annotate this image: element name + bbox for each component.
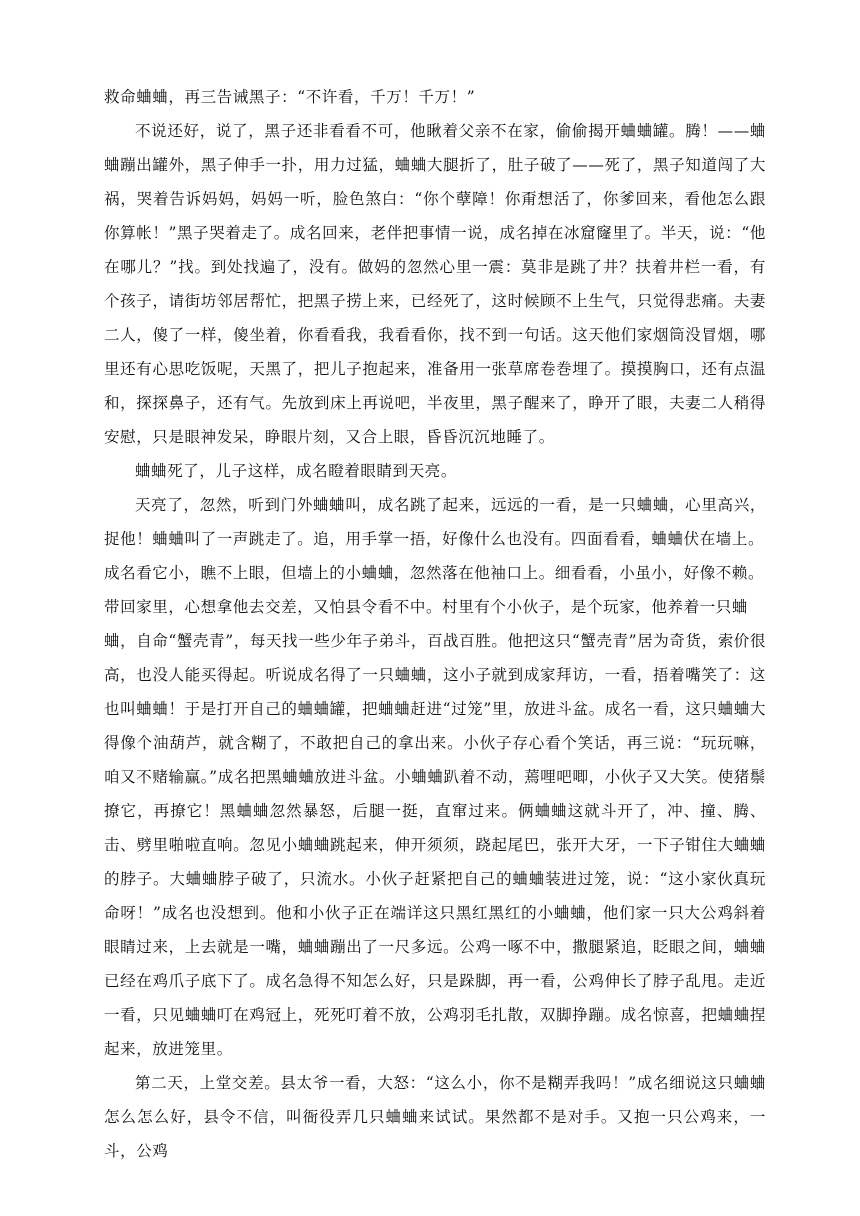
article-body [104, 80, 766, 1168]
paragraph-8: 第二天，上堂交差。县太爷一看，大怒：“这么小，你不是糊弄我吗！”成名细说这只蛐蛐怎么怎么好，县令不信，叫衙役弄几只蛐蛐来试试。果然都不是对手。又抱一只公鸡来，一斗，公鸡 [104, 1074, 766, 1160]
paragraph-3: 蛐蛐死了，儿子这样，成名瞪着眼睛到天亮。 [135, 462, 458, 480]
paragraph-7: 蛐，自命“蟹壳青”，每天找一些少年子弟斗，百战百胜。他把这只“蟹壳青”居为奇货，索价很高，也没人能买得起。听说成名得了一只蛐蛐，这小子就到成家拜访，一看，捂着嘴笑了：这也叫蛐蛐！于是打开自己的蛐蛐罐，把蛐蛐赶进“过笼”里，放进斗盆。成名一看，这只蛐蛐大得像个油葫芦，就含糊了，不敢把自己的拿出来。小伙子存心看个笑话，再三说：“玩玩嘛，咱又不赌输赢。”成名把黑蛐蛐放进斗盆。小蛐蛐趴着不动，蔫哩吧唧，小伙子又大笑。使猪鬃撩它，再撩它！黑蛐蛐忽然暴怒，后腿一挺，直窜过来。俩蛐蛐这就斗开了，冲、撞、腾、击、劈里啪啦直响。忽见小蛐蛐跳起来，伸开须须，跷起尾巴，张开大牙，一下子钳住大蛐蛐的脖子。大蛐蛐脖子破了，只流水。小伙子赶紧把自己的蛐蛐装进过笼，说：“这小家伙真玩命呀！”成名也没想到。他和小伙子正在端详这只黑红黑红的小蛐蛐，他们家一只大公鸡斜着眼睛过来，上去就是一嘴，蛐蛐蹦出了一尺多远。公鸡一啄不中，撒腿紧追，眨眼之间，蛐蛐已经在鸡爪子底下了。成名急得不知怎么好，只是跺脚，再一看，公鸡伸长了脖子乱甩。走近一看，只见蛐蛐叮在鸡冠上，死死叮着不放，公鸡羽毛扎散，双脚挣蹦。成名惊喜，把蛐蛐捏起来，放进笼里。 [104, 632, 766, 1058]
paragraph-2: 不说还好，说了，黑子还非看看不可，他瞅着父亲不在家，偷偷揭开蛐蛐罐。腾！——蛐蛐蹦出罐外，黑子伸手一扑，用力过猛，蛐蛐大腿折了，肚子破了——死了，黑子知道闯了大祸，哭着告诉妈妈，妈妈一听，脸色煞白：“你个孽障！你甭想活了，你爹回来，看他怎么跟你算帐！”黑子哭着走了。成名回来，老伴把事情一说，成名掉在冰窟窿里了。半天，说：“他在哪儿？”找。到处找遍了，没有。做妈的忽然心里一震：莫非是跳了井？扶着井栏一看，有个孩子，请街坊邻居帮忙，把黑子捞上来，已经死了，这时候顾不上生气，只觉得悲痛。夫妻二人，傻了一样，傻坐着，你看看我，我看看你，找不到一句话。这天他们家烟筒没冒烟，哪里还有心思吃饭呢，天黑了，把儿子抱起来，准备用一张草席卷巻埋了。摸摸胸口，还有点温和，探探鼻子，还有气。先放到床上再说吧，半夜里，黑子醒来了，睁开了眼，夫妻二人稍得安慰，只是眼神发呆，睁眼片刻，又合上眼，昏昏沉沉地睡了。 [104, 122, 766, 446]
paragraph-1: 救命蛐蛐，再三告诫黑子：“不许看，千万！千万！” [104, 88, 476, 106]
paragraph-5: 成名看它小，瞧不上眼，但墙上的小蛐蛐，忽然落在他袖口上。细看看，小虽小，好像不赖。 [104, 564, 765, 582]
paragraph-6: 带回家里，心想拿他去交差，又怕县令看不中。村里有个小伙子，是个玩家，他养着一只蛐 [104, 598, 749, 616]
paragraph-4: 天亮了，忽然，听到门外蛐蛐叫，成名跳了起来，远远的一看，是一只蛐蛐，心里高兴，捉他！蛐蛐叫了一声跳走了。追，用手掌一捂，好像什么也没有。四面看看，蛐蛐伏在墙上。 [104, 496, 766, 548]
